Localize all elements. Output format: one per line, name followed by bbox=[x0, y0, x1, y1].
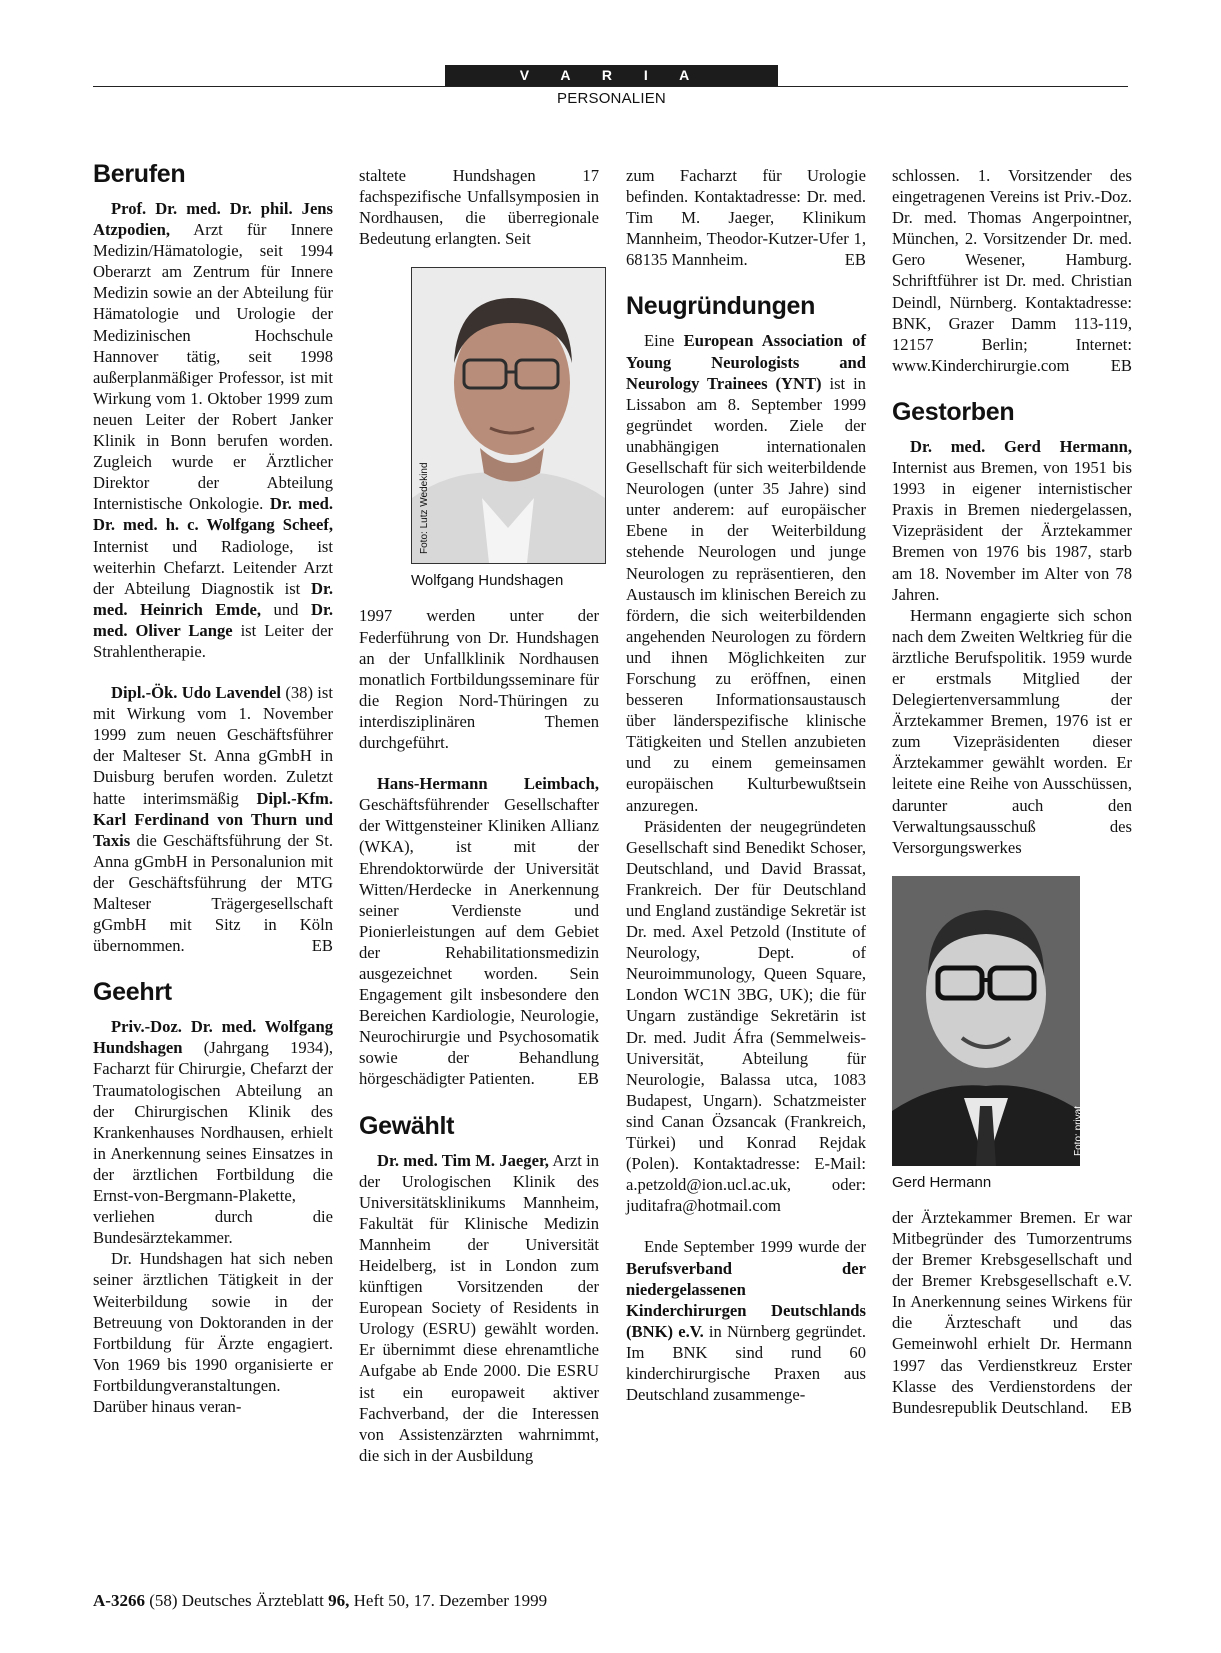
paragraph: schlossen. 1. Vorsitzender des eingetragenen Vereins ist Priv.-Doz. Dr. med. Thomas Angerpointner, München, 2. Vorsitzender Dr. med. Gero Wesener, Hamburg. Schriftführer ist Dr. med. Christian Deindl, Nürnberg. Kontaktadresse: BNK, Grazer Damm 113-119, 12157 Berlin; Internet: www.Kinderchirurgie.com EB bbox=[892, 166, 1132, 375]
column-1 bbox=[93, 160, 333, 1417]
bold-name: Berufsverband der niedergelassenen Kinderchirurgen Deutschlands (BNK) e.V. bbox=[626, 1258, 866, 1341]
text-run: in Nürnberg gegründet. Im BNK sind rund 60 kinderchirurgische Praxen aus Deutschland zusammenge- bbox=[626, 1321, 866, 1405]
paragraph bbox=[359, 1150, 599, 1466]
paragraph bbox=[626, 1236, 866, 1405]
paragraph: 1997 werden unter der Federführung von Dr. Hundshagen an der Unfallklinik Nordhausen monatlich Fortbildungsseminare für die Region Nord-Thüringen zu interdisziplinären Themen durchgeführt. bbox=[359, 606, 599, 753]
bold-name: Dr. med. Tim M. Jaeger, bbox=[377, 1150, 549, 1170]
text-run: Geschäftsführender Gesellschafter der Wittgensteiner Kliniken Allianz (WKA), ist mit der Ehrendoktorwürde der Universität Witten/Herdecke in Anerkennung seiner Verdienste und Pionierleistungen auf dem Gebiet der Rehabilitationsmedizin ausgezeichnet worden. Sein Engagement gilt insbesondere den Bereichen Kardiologie, Neurologie, Neurochirurgie und Psychosomatik sowie der Behandlung hörgeschädigter Patienten. bbox=[359, 795, 599, 1089]
text-run: Ende September 1999 wurde der bbox=[644, 1237, 866, 1257]
bold-name: Dr. med. Dr. med. h. c. Wolfgang Scheef, bbox=[93, 494, 333, 535]
column-3 bbox=[626, 165, 866, 1405]
section-banner: V A R I A bbox=[445, 65, 778, 86]
portrait-image bbox=[412, 268, 605, 563]
text-run: (38) ist mit Wirkung vom 1. November 1999 zum neuen Geschäftsführer der Malteser St. Anna gGmbH in Duisburg berufen worden. Zuletzt hatte interimsmäßig bbox=[93, 683, 333, 808]
heading-geehrt: Geehrt bbox=[93, 978, 172, 1007]
portrait-photo-hundshagen bbox=[411, 267, 606, 564]
bold-name: Dr. med. Oliver Lange bbox=[93, 599, 333, 640]
text-run: Internist und Radiologe, ist weiterhin Chefarzt. Leitender Arzt der Abteilung Diagnostik ist bbox=[93, 536, 333, 598]
paragraph: zum Facharzt für Urologie befinden. Kontaktadresse: Dr. med. Tim M. Jaeger, Klinikum Mannheim, Theodor-Kutzer-Ufer 1, 68135 Mannheim. EB bbox=[626, 166, 866, 270]
author-initials: EB bbox=[844, 250, 866, 270]
paragraph: staltete Hundshagen 17 fachspezifische Unfallsymposien in Nordhausen, die überregionale Bedeutung erlangten. Seit bbox=[359, 166, 599, 249]
paragraph: Hermann engagierte sich schon nach dem Zweiten Weltkrieg für die ärztliche Berufspolitik. 1959 wurde er erstmals Mitglied der Delegiertenversammlung der Ärztekammer Bremen, 1976 ist er zum Vizepräsidenten dieser Ärztekammer gewählt worden. Er leitete eine Reihe von Ausschüssen, darunter auch den Verwaltungsausschuß des Versorgungswerkes bbox=[892, 605, 1132, 857]
paragraph bbox=[892, 436, 1132, 605]
heading-berufen: Berufen bbox=[93, 160, 186, 188]
author-initials: EB bbox=[577, 1069, 599, 1089]
paragraph bbox=[626, 330, 866, 815]
author-initials: EB bbox=[1110, 355, 1132, 375]
subsection-title: PERSONALIEN bbox=[557, 90, 666, 107]
column-2 bbox=[359, 165, 599, 1466]
photo-caption: Wolfgang Hundshagen bbox=[411, 572, 564, 590]
heading-gestorben: Gestorben bbox=[892, 397, 1015, 426]
column-4 bbox=[892, 165, 1132, 1418]
text-run: ist Leiter der Strahlentherapie. bbox=[93, 620, 333, 661]
text-run: und bbox=[261, 599, 312, 619]
text-run: Internist aus Bremen, von 1951 bis 1993 in eigener internistischer Praxis in Bremen niedergelassen, Vizepräsident der Ärztekammer Bremen von 1976 bis 1987, starb am 18. November im Alter von 78 Jahren. bbox=[892, 458, 1132, 604]
photo-caption: Gerd Hermann bbox=[892, 1173, 992, 1191]
heading-neugruendungen: Neugründungen bbox=[626, 292, 816, 321]
paragraph: Präsidenten der neugegründeten Gesellschaft sind Benedikt Schoser, Deutschland, und David Brassat, Frankreich. Der für Deutschland und England zuständige Sekretär ist Dr. med. Axel Petzold (Institute of Neurology, Dept. of Neuroimmunology, Queen Square, London WC1N 3BG, UK); die für Ungarn zuständige Sekretärin ist Dr. med. Judit Áfra (Semmelweis-Universität, Abteilung für Neurologie, Balassa utca, 1083 Budapest, Ungarn). Schatzmeister sind Canan Özsancak (Frankreich, Türkei) und Konrad Rejdak (Polen). Kontaktadresse: E-Mail: a.petzold@ion.ucl.ac.uk, oder: juditafra@hotmail.com bbox=[626, 816, 866, 1216]
bold-name: Dipl.-Ök. Udo Lavendel bbox=[111, 683, 282, 703]
bold-name: Hans-Hermann Leimbach, bbox=[377, 774, 599, 794]
portrait-photo-hermann bbox=[892, 876, 1084, 1166]
journal-issue: Heft 50, 17. Dezember 1999 bbox=[349, 1591, 548, 1610]
text-run: (Jahrgang 1934), Facharzt für Chirurgie, Chefarzt der Traumatologischen Abteilung an der Chirurgischen Klinik des Krankenhauses Nordhausen, erhielt in Anerkennung seines Einsatzes in der ärztlichen Fortbildung die Ernst-von-Bergmann-Plakette, verliehen durch die Bundesärztekammer. bbox=[93, 1038, 333, 1248]
paragraph bbox=[93, 682, 333, 956]
photo-credit: Foto: privat bbox=[1073, 1105, 1084, 1156]
text-run: Arzt für Innere Medizin/Hämatologie, seit 1994 Oberarzt am Zentrum für Innere Medizin sowie an der Abteilung für Hämatologie und Urologie der Medizinischen Hochschule Hannover tätig, seit 1998 außerplanmäßiger Professor, ist mit Wirkung vom 1. Oktober 1999 zum neuen Leiter der Robert Janker Klinik in Bonn berufen worden. Zugleich wurde er Ärztlicher Direktor der Abteilung Internistische Onkologie. bbox=[93, 220, 333, 514]
paragraph: der Ärztekammer Bremen. Er war Mitbegründer des Tumorzentrums der Bremer Krebsgesellschaft und der Bremer Krebsgesellschaft e.V. In Anerkennung seines Wirkens für die Ärzteschaft und das Gemeinwohl erhielt Dr. Hermann 1997 das Verdienstkreuz Erster Klasse des Verdienstordens der Bundesrepublik Deutschland. EB bbox=[892, 1207, 1132, 1417]
bold-name: Priv.-Doz. Dr. med. Wolfgang Hundshagen bbox=[93, 1017, 333, 1058]
paragraph: Dr. Hundshagen hat sich neben seiner ärztlichen Tätigkeit in der Weiterbildung sowie in der Betreuung von Doktoranden in der Fortbildung für Ärzte engagiert. Von 1969 bis 1990 organisierte er Fortbildungveranstaltungen. Darüber hinaus veran- bbox=[93, 1249, 333, 1416]
page-number: A-3266 bbox=[93, 1591, 145, 1610]
text-run: Arzt in der Urologischen Klinik des Universitätsklinikums Mannheim, Fakultät für Klinische Medizin Mannheim der Universität Heidelberg, ist in London zum künftigen Vorsitzenden der European Society of Residents in Urology (ESRU) gewählt worden. Er übernimmt diese ehrenamtliche Aufgabe ab Ende 2000. Die ESRU ist ein europaweit aktiver Fachverband, der die Interessen von Assistenzärzten wahrnimmt, die sich in der Ausbildung bbox=[359, 1150, 599, 1465]
photo-credit: Foto: Lutz Wedekind bbox=[419, 462, 430, 555]
portrait-image bbox=[892, 876, 1080, 1166]
paragraph bbox=[93, 1016, 333, 1248]
paragraph bbox=[93, 198, 333, 662]
page-footer bbox=[93, 1591, 547, 1611]
journal-citation: (58) Deutsches Ärzteblatt bbox=[144, 1591, 329, 1610]
text-run: Eine bbox=[644, 331, 684, 351]
bold-name: Dr. med. Gerd Hermann, bbox=[910, 436, 1132, 456]
author-initials: EB bbox=[311, 936, 333, 956]
author-initials: EB bbox=[1110, 1397, 1132, 1417]
bold-name: European Association of Young Neurologists and Neurology Trainees (YNT) bbox=[626, 331, 866, 393]
bold-name: Dr. med. Heinrich Emde, bbox=[93, 578, 333, 619]
heading-gewaehlt: Gewählt bbox=[359, 1111, 455, 1140]
text-run: die Geschäftsführung der St. Anna gGmbH in Personalunion mit der Geschäftsführung der MTG Malteser Trägergesellschaft gGmbH mit Sitz in Köln übernommen. bbox=[93, 830, 333, 956]
paragraph bbox=[359, 773, 599, 1089]
text-run: ist in Lissabon am 8. September 1999 gegründet worden. Ziele der unabhängigen internationalen Gesellschaft für sich weiterbildende Neurologen (unter 35 Jahre) sind unter anderem: auf europäischer Ebene in der Weiterbildung stehende Neurologen und junge Neurologen zu repräsentieren, den Austausch im klinischen Bereich zu fördern, die sich weiterbildenden angehenden Neurologen zu fördern und ihnen Möglichkeiten zur Forschung zu eröffnen, einen besseren Informationsaustausch über länderspezifische klinische Tätigkeiten und Stellen anzubieten und zu einem gemeinsamen europäischen Kulturbewußtsein anzuregen. bbox=[626, 373, 866, 815]
bold-name: Dipl.-Kfm. Karl Ferdinand von Thurn und Taxis bbox=[93, 788, 333, 850]
header-rule bbox=[93, 86, 1128, 87]
journal-volume: 96, bbox=[328, 1591, 350, 1610]
bold-name: Prof. Dr. med. Dr. phil. Jens Atzpodien, bbox=[93, 199, 333, 240]
